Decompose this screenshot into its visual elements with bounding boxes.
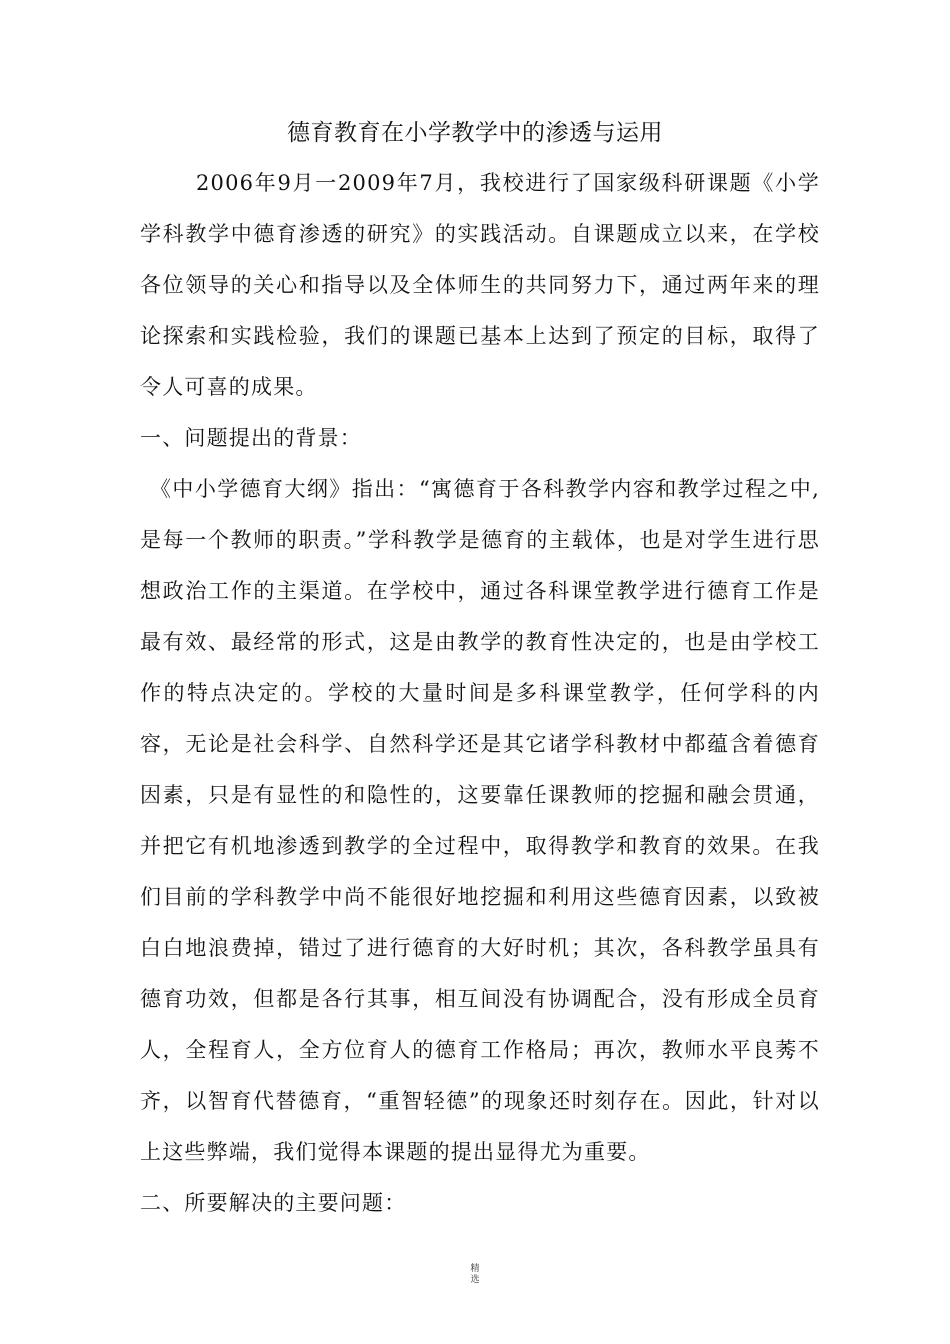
intro-paragraph: 2006年9月一2009年7月，我校进行了国家级科研课题《小学学科教学中德育渗透的研究》的实践活动。自课题成立以来，在学校各位领导的关心和指导以及全体师生的共同努力下，通过两年来的理论探索和实践检验，我们的课题已基本上达到了预定的目标，取得了令人可喜的成果。 <box>140 171 820 399</box>
section-heading-main-problems: 二、所要解决的主要问题： <box>140 1191 407 1215</box>
document-title: 德育教育在小学教学中的渗透与运用 <box>287 120 663 146</box>
background-paragraph: 《中小学德育大纲》指出：“寓德育于各科教学内容和教学过程之中,是每一个教师的职责。”学科教学是德育的主载体，也是对学生进行思想政治工作的主渠道。在学校中，通过各科课堂教学进行德育工作是最有效、最经常的形式，这是由教学的教育性决定的，也是由学校工作的特点决定的。学校的大量时间是多科课堂教学，任何学科的内容，无论是社会科学、自然科学还是其它诸学科教材中都蕴含着德育因素，只是有显性的和隐性的，这要靠任课教师的挖掘和融会贯通，并把它有机地渗透到教学的全过程中，取得教学和教育的效果。在我们目前的学科教学中尚不能很好地挖掘和利用这些德育因素，以致被白白地浪费掉，错过了进行德育的大好时机；其次，各科教学虽具有德育功效，但都是各行其事，相互间没有协调配合，没有形成全员育人，全程育人，全方位育人的德育工作格局；再次，教师水平良莠不齐，以智育代替德育，“重智轻德”的现象还时刻存在。因此，针对以上这些弊端，我们觉得本课题的提出显得尤为重要。 <box>140 477 820 1164</box>
section-heading-background: 一、问题提出的背景： <box>140 426 362 450</box>
document-body <box>140 158 820 1229</box>
page-footer <box>0 1264 950 1286</box>
footer-line-2: 选 <box>470 1275 480 1285</box>
footer-line-1: 精 <box>470 1264 480 1274</box>
